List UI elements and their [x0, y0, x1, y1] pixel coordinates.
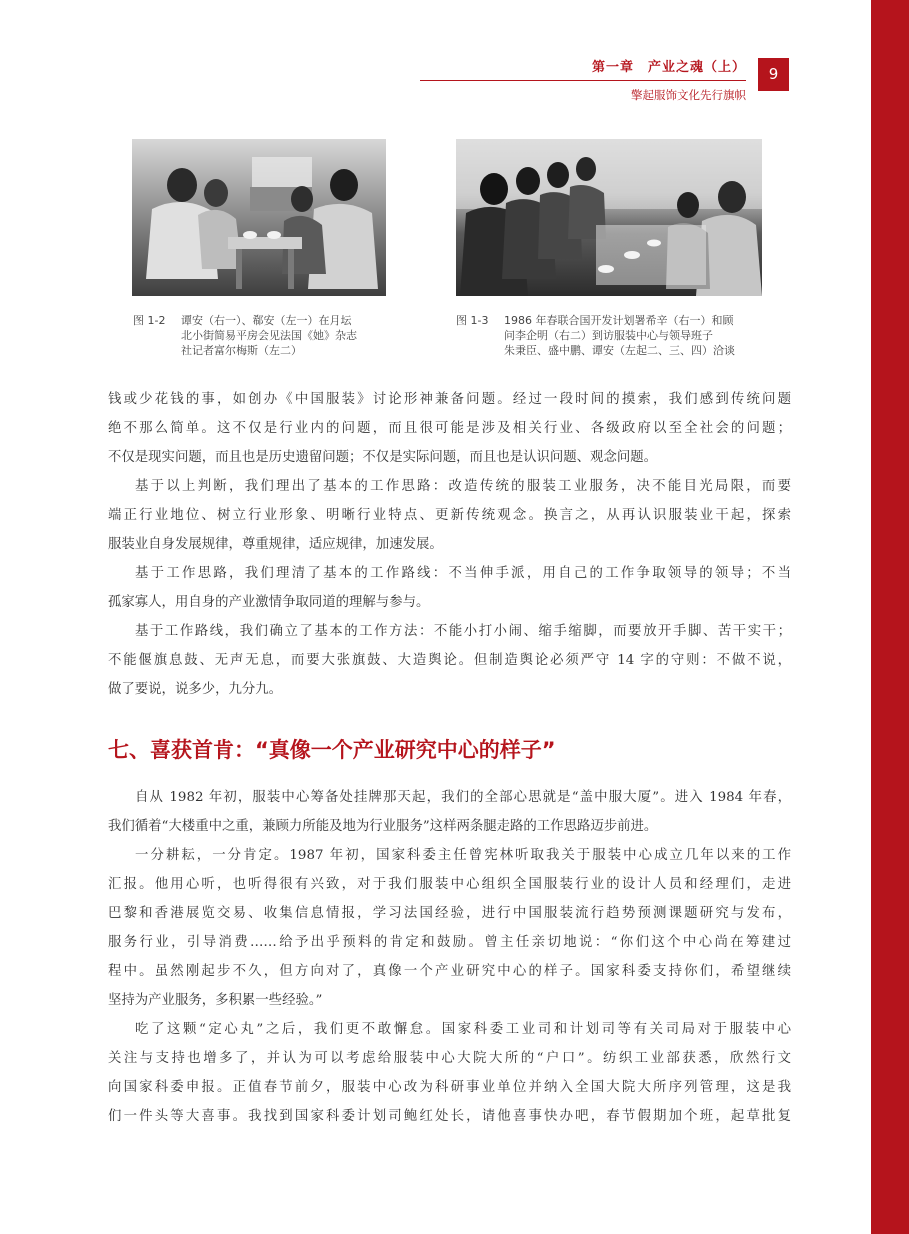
figure-number: 图 1-3 [456, 314, 489, 327]
figure-caption-text [181, 313, 357, 358]
page-edge-red-bar [871, 0, 909, 1234]
caption-line: 1986 年春联合国开发计划署希辛（右一）和顾 [504, 314, 734, 327]
text-line: 自从 1982 年初，服装中心筹备处挂牌那天起，我们的全部心思就是“盖中服大厦”。进入 1984 年春， [135, 790, 791, 805]
caption-line: 社记者富尔梅斯（左二） [181, 344, 302, 357]
text-line: 基于工作思路，我们理清了基本的工作路线：不当伸手派，用自己的工作争取领导的领导；不当 [135, 566, 791, 581]
chapter-title: 第一章 产业之魂（上） [420, 56, 746, 81]
text-line: 我们循着“大楼重中之重，兼顾力所能及地为行业服务”这样两条腿走路的工作思路迈步前进。 [108, 819, 658, 834]
section-heading: 七、喜获首肯：“真像一个产业研究中心的样子” [108, 738, 556, 762]
figure-number: 图 1-2 [133, 314, 166, 327]
text-line: 向国家科委申报。正值春节前夕，服装中心改为科研事业单位并纳入全国大院大所序列管理，这是我 [108, 1080, 791, 1095]
figure-1-3-caption [456, 313, 776, 361]
text-line: 基于工作路线，我们确立了基本的工作方法：不能小打小闹、缩手缩脚，而要放开手脚、苦干实干； [135, 624, 791, 639]
body-text-bottom [108, 783, 791, 1131]
caption-line: 北小街简易平房会见法国《她》杂志 [181, 329, 357, 342]
paragraph [108, 1015, 791, 1131]
photo-2-scene [456, 139, 762, 296]
photo-1-scene [132, 139, 386, 296]
figure-1-2-caption [133, 313, 393, 361]
text-line: 不能偃旗息鼓、无声无息，而要大张旗鼓、大造舆论。但制造舆论必须严守 14 字的守则：不做不说， [108, 653, 791, 668]
text-line: 程中。虽然刚起步不久，但方向对了，真像一个产业研究中心的样子。国家科委支持你们，希望继续 [108, 964, 791, 979]
chapter-subtitle: 擎起服饰文化先行旗帜 [631, 88, 746, 102]
text-line: 端正行业地位、树立行业形象、明晰行业特点、更新传统观念。换言之，从再认识服装业干起，探索 [108, 508, 791, 523]
text-line: 一分耕耘，一分肯定。1987 年初，国家科委主任曾宪林听取我关于服装中心成立几年以来的工作 [135, 848, 791, 863]
text-line: 基于以上判断，我们理出了基本的工作思路：改造传统的服装工业服务，决不能目光局限，而要 [135, 479, 791, 494]
text-line: 孤家寡人，用自身的产业激情争取同道的理解与参与。 [108, 595, 430, 610]
caption-line: 朱秉臣、盛中鹏、谭安（左起二、三、四）洽谈 [504, 344, 735, 357]
text-line: 汇报。他用心听，也听得很有兴致，对于我们服装中心组织全国服装行业的设计人员和经理们，走进 [108, 877, 791, 892]
text-line: 服务行业，引导消费……给予出乎预料的肯定和鼓励。曾主任亲切地说：“你们这个中心尚在筹建过 [108, 935, 791, 950]
text-line: 服装业自身发展规律，尊重规律，适应规律，加速发展。 [108, 537, 443, 552]
paragraph [108, 385, 791, 472]
caption-line: 问李企明（右二）到访服装中心与领导班子 [504, 329, 713, 342]
figure-caption-text [504, 313, 735, 358]
text-line: 吃了这颗“定心丸”之后，我们更不敢懈怠。国家科委工业司和计划司等有关司局对于服装中心 [135, 1022, 791, 1037]
paragraph [108, 559, 791, 617]
text-line: 做了要说，说多少，九分九。 [108, 682, 283, 697]
photo-figure-1-2 [132, 139, 386, 296]
text-line: 巴黎和香港展览交易、收集信息情报，学习法国经验，进行中国服装流行趋势预测课题研究与发布， [108, 906, 791, 921]
paragraph [108, 472, 791, 559]
body-text-top [108, 385, 791, 704]
text-line: 绝不那么简单。这不仅是行业内的问题，而且很可能是涉及相关行业、各级政府以至全社会的问题； [108, 421, 791, 436]
caption-line: 谭安（右一）、郗安（左一）在月坛 [181, 314, 352, 327]
text-line: 坚持为产业服务，多积累一些经验。” [108, 993, 323, 1008]
page-number: 9 [758, 58, 789, 91]
text-line: 钱或少花钱的事，如创办《中国服装》讨论形神兼备问题。经过一段时间的摸索，我们感到传统问题 [108, 392, 791, 407]
photo-figure-1-3 [456, 139, 762, 296]
text-line: 们一件头等大喜事。我找到国家科委计划司鲍红处长，请他喜事快办吧，春节假期加个班，起草批复 [108, 1109, 791, 1124]
text-line: 不仅是现实问题，而且也是历史遗留问题；不仅是实际问题，而且也是认识问题、观念问题。 [108, 450, 658, 465]
paragraph [108, 841, 791, 1015]
running-header [420, 56, 746, 103]
text-line: 关注与支持也增多了，并认为可以考虑给服装中心大院大所的“户口”。纺织工业部获悉，欣然行文 [108, 1051, 791, 1066]
paragraph [108, 783, 791, 841]
paragraph [108, 617, 791, 704]
